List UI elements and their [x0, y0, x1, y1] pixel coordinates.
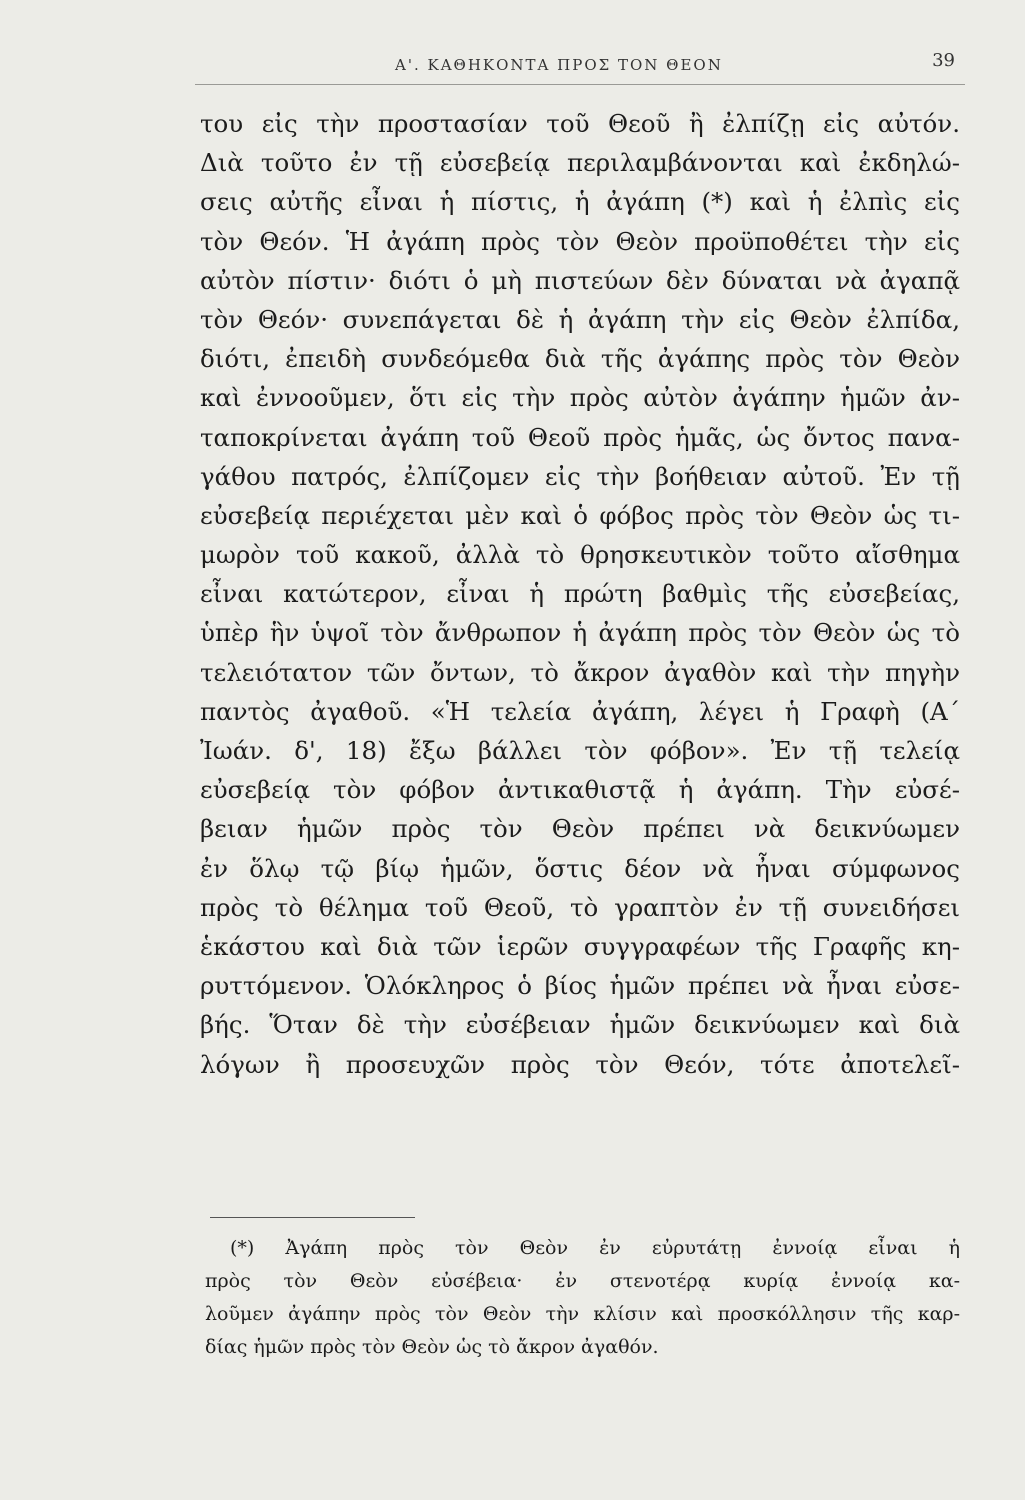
- text-line: εἶναι κατώτερον, εἶναι ἡ πρώτη βαθμὶς τῆς εὐσεβείας,: [200, 579, 960, 609]
- footnote-rule: [210, 1217, 415, 1218]
- text-line: γάθου πατρός, ἐλπίζομεν εἰς τὴν βοήθειαν αὐτοῦ. Ἐν τῇ: [200, 461, 960, 491]
- text-line: αὐτὸν πίστιν· διότι ὁ μὴ πιστεύων δὲν δύναται νὰ ἀγαπᾷ: [200, 265, 960, 295]
- text-line: διότι, ἐπειδὴ συνδεόμεθα διὰ τῆς ἀγάπης πρὸς τὸν Θεὸν: [200, 344, 960, 374]
- text-line: ἑκάστου καὶ διὰ τῶν ἱερῶν συγγραφέων τῆς Γραφῆς κη-: [200, 931, 960, 961]
- text-line: ὑπὲρ ἣν ὑψοῖ τὸν ἄνθρωπον ἡ ἀγάπη πρὸς τὸν Θεὸν ὡς τὸ: [200, 618, 960, 648]
- text-line: τελειότατον τῶν ὄντων, τὸ ἄκρον ἀγαθὸν καὶ τὴν πηγὴν: [200, 657, 960, 687]
- text-line: μωρὸν τοῦ κακοῦ, ἀλλὰ τὸ θρησκευτικὸν τοῦτο αἴσθημα: [200, 540, 960, 570]
- text-line: καὶ ἐννοοῦμεν, ὅτι εἰς τὴν πρὸς αὐτὸν ἀγάπην ἡμῶν ἀν-: [200, 383, 960, 413]
- main-text: [200, 104, 960, 1084]
- text-line: λόγων ἢ προσευχῶν πρὸς τὸν Θεόν, τότε ἀποτελεῖ-: [200, 1049, 960, 1079]
- running-title: Α'. ΚΑΘΗΚΟΝΤΑ ΠΡΟΣ ΤΟΝ ΘΕΟΝ: [395, 56, 723, 74]
- text-line: Διὰ τοῦτο ἐν τῇ εὐσεβείᾳ περιλαμβάνονται καὶ ἐκδηλώ-: [200, 148, 960, 178]
- text-line: εὐσεβείᾳ περιέχεται μὲν καὶ ὁ φόβος πρὸς τὸν Θεὸν ὡς τι-: [200, 500, 960, 530]
- text-line: ἐν ὅλῳ τῷ βίῳ ἡμῶν, ὅστις δέον νὰ ἦναι σύμφωνος: [200, 853, 960, 883]
- text-line: παντὸς ἀγαθοῦ. «Ἡ τελεία ἀγάπη, λέγει ἡ Γραφὴ (Α΄: [200, 696, 960, 726]
- footnote-line: δίας ἡμῶν πρὸς τὸν Θεὸν ὡς τὸ ἄκρον ἀγαθόν.: [205, 1336, 659, 1358]
- footnote-line: λοῦμεν ἀγάπην πρὸς τὸν Θεὸν τὴν κλίσιν καὶ προσκόλλησιν τῆς καρ-: [205, 1303, 960, 1325]
- footnote-line: πρὸς τὸν Θεὸν εὐσέβεια· ἐν στενοτέρᾳ κυρίᾳ ἐννοίᾳ κα-: [205, 1270, 960, 1292]
- footnote-line: (*) Ἀγάπη πρὸς τὸν Θεὸν ἐν εὐρυτάτῃ ἐννοίᾳ εἶναι ἡ: [230, 1237, 960, 1259]
- text-line: ταποκρίνεται ἀγάπη τοῦ Θεοῦ πρὸς ἡμᾶς, ὡς ὄντος πανα-: [200, 422, 960, 452]
- page-number: 39: [932, 50, 955, 71]
- text-line: πρὸς τὸ θέλημα τοῦ Θεοῦ, τὸ γραπτὸν ἐν τῇ συνειδήσει: [200, 892, 960, 922]
- text-line: εὐσεβείᾳ τὸν φόβον ἀντικαθιστᾷ ἡ ἀγάπη. Τὴν εὐσέ-: [200, 775, 960, 805]
- text-line: τὸν Θεόν· συνεπάγεται δὲ ἡ ἀγάπη τὴν εἰς Θεὸν ἐλπίδα,: [200, 304, 960, 334]
- text-line: του εἰς τὴν προστασίαν τοῦ Θεοῦ ἢ ἐλπίζῃ εἰς αὐτόν.: [200, 109, 960, 138]
- text-line: Ἰωάν. δ', 18) ἔξω βάλλει τὸν φόβον». Ἐν τῇ τελείᾳ: [200, 736, 960, 765]
- header-rule: [195, 84, 965, 85]
- footnote: [205, 1232, 960, 1364]
- text-line: ρυττόμενον. Ὁλόκληρος ὁ βίος ἡμῶν πρέπει νὰ ἦναι εὐσε-: [200, 971, 960, 1001]
- text-line: τὸν Θεόν. Ἡ ἀγάπη πρὸς τὸν Θεὸν προϋποθέτει τὴν εἰς: [200, 226, 960, 256]
- page-header: [195, 50, 965, 86]
- text-line: βειαν ἡμῶν πρὸς τὸν Θεὸν πρέπει νὰ δεικνύωμεν: [200, 814, 960, 844]
- text-line: βής. Ὅταν δὲ τὴν εὐσέβειαν ἡμῶν δεικνύωμεν καὶ διὰ: [200, 1010, 960, 1040]
- text-line: σεις αὐτῆς εἶναι ἡ πίστις, ἡ ἀγάπη (*) καὶ ἡ ἐλπὶς εἰς: [200, 187, 960, 217]
